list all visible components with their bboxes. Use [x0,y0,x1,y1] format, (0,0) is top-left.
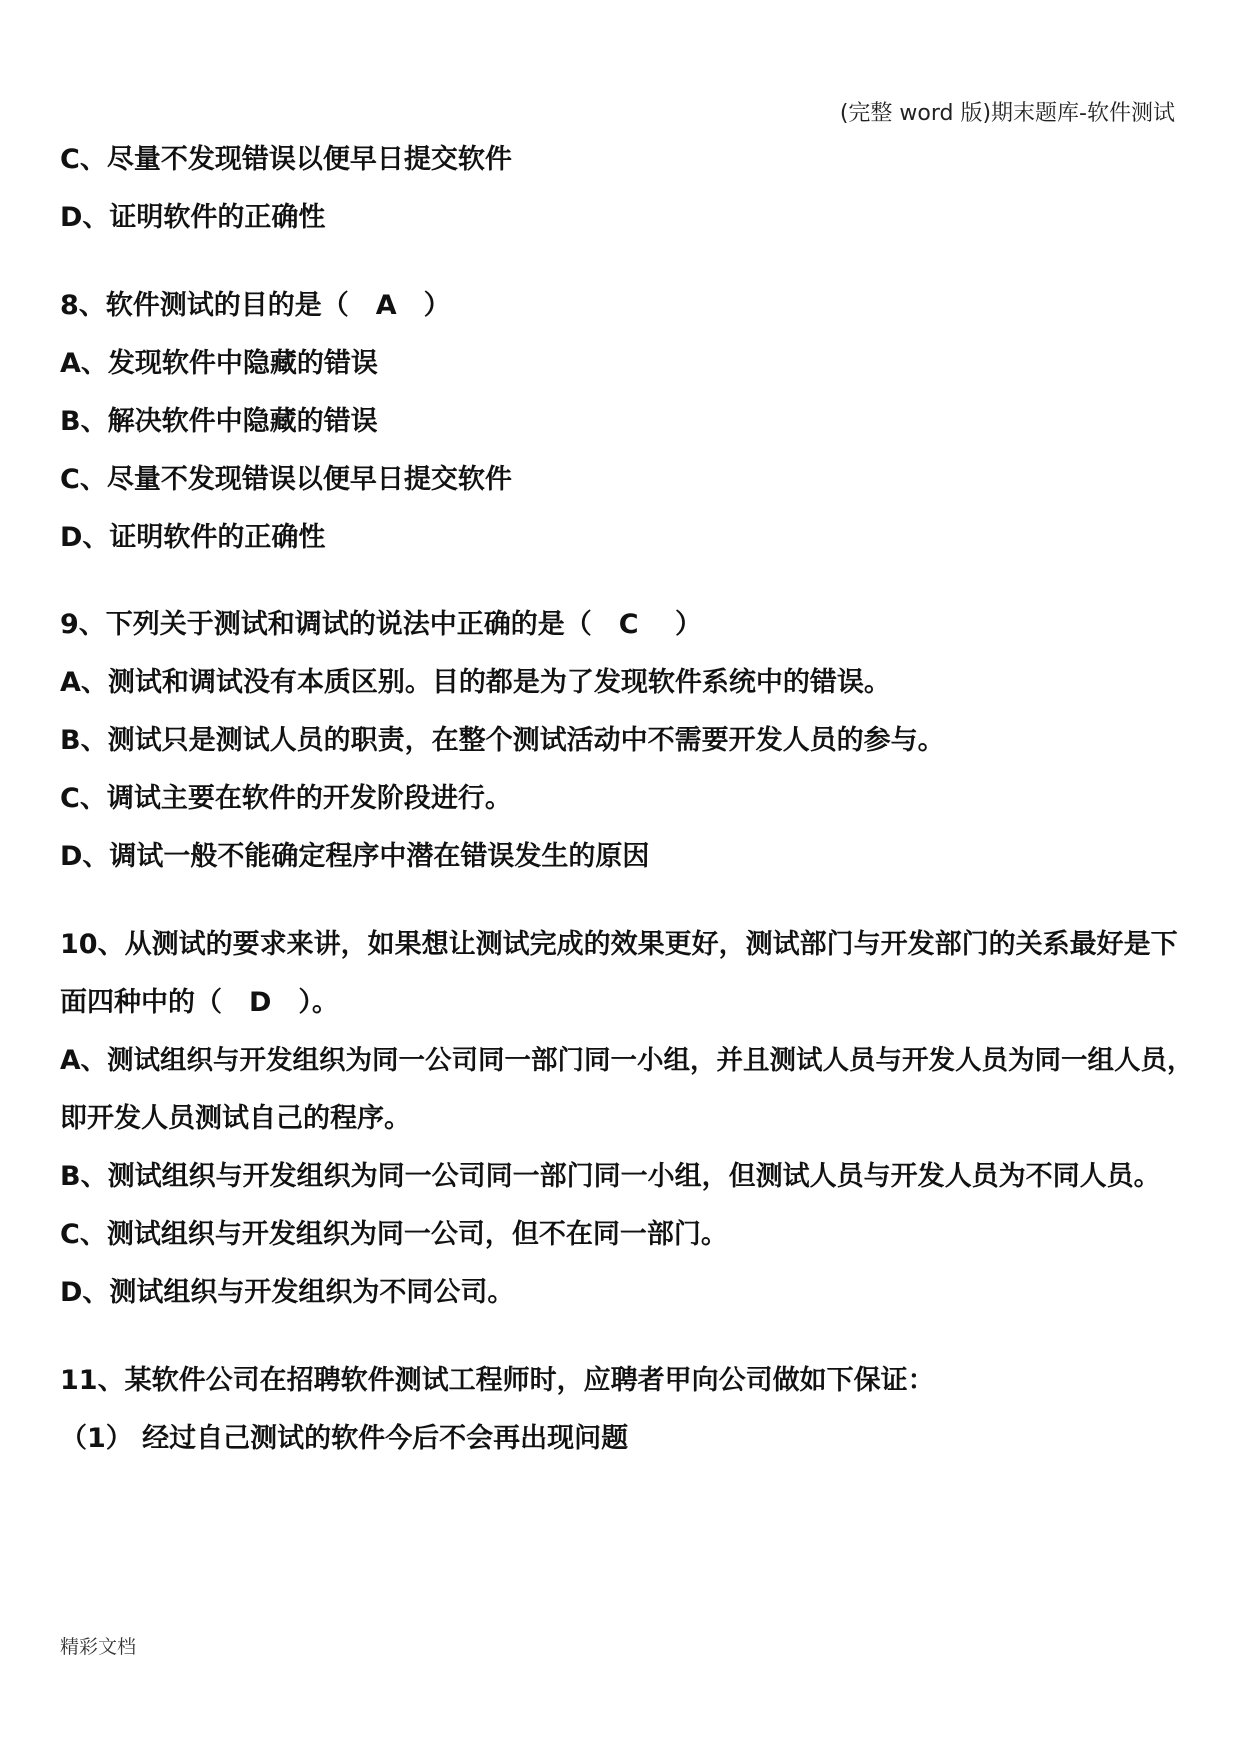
option-b: B、测试只是测试人员的职责，在整个测试活动中不需要开发人员的参与。 [60,725,945,756]
option-b: B、测试组织与开发组织为同一公司同一部门同一小组，但测试人员与开发人员为不同人员。 [60,1161,1161,1192]
question-9: 9、下列关于测试和调试的说法中正确的是（ C ） [60,609,703,640]
option-b: B、解决软件中隐藏的错误 [60,406,378,437]
option-a-continued: 即开发人员测试自己的程序。 [60,1103,411,1134]
statement-1: （1） 经过自己测试的软件今后不会再出现问题 [60,1423,629,1454]
option-d: D、测试组织与开发组织为不同公司。 [60,1277,515,1308]
option-c: C、调试主要在软件的开发阶段进行。 [60,783,512,814]
page-header: (完整 word 版)期末题库-软件测试 [839,101,1175,126]
option-c: C、尽量不发现错误以便早日提交软件 [60,144,512,175]
option-d: D、证明软件的正确性 [60,522,326,553]
option-d: D、调试一般不能确定程序中潜在错误发生的原因 [60,841,650,872]
question-10: 10、从测试的要求来讲，如果想让测试完成的效果更好，测试部门与开发部门的关系最好是下 [60,929,1178,960]
option-d: D、证明软件的正确性 [60,202,326,233]
option-a: A、发现软件中隐藏的错误 [60,348,378,379]
question-8: 8、软件测试的目的是（ A ） [60,290,451,321]
option-c: C、尽量不发现错误以便早日提交软件 [60,464,512,495]
option-a: A、测试组织与开发组织为同一公司同一部门同一小组，并且测试人员与开发人员为同一组人员， [60,1045,1194,1076]
option-a: A、测试和调试没有本质区别。目的都是为了发现软件系统中的错误。 [60,667,891,698]
page-footer: 精彩文档 [60,1636,137,1658]
question-10-continued: 面四种中的（ D ）。 [60,987,339,1018]
question-11: 11、某软件公司在招聘软件测试工程师时，应聘者甲向公司做如下保证： [60,1365,935,1396]
option-c: C、测试组织与开发组织为同一公司，但不在同一部门。 [60,1219,728,1250]
